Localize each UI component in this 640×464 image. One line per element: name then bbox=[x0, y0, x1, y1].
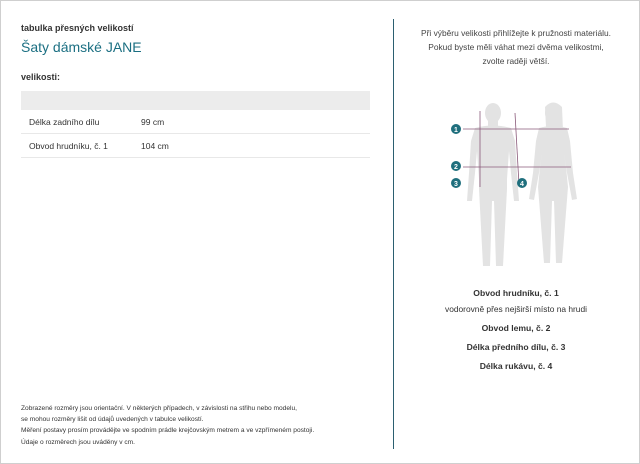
size-table bbox=[21, 91, 370, 158]
tip-line: Pokud byste měli váhat mezi dvěma velikostmi, bbox=[428, 42, 604, 52]
tip-line: zvolte raději větší. bbox=[482, 56, 550, 66]
footnote-line: se mohou rozměry lišit od údajů uvedených v tabulce velikostí. bbox=[21, 416, 204, 424]
size-chart-kicker: tabulka přesných velikostí bbox=[21, 23, 134, 33]
row-value: 99 cm bbox=[141, 110, 370, 134]
size-table-header-cell bbox=[21, 91, 370, 110]
body-measurement-figure bbox=[449, 101, 589, 276]
marker-1-label: 1 bbox=[454, 127, 458, 134]
column-divider bbox=[393, 19, 394, 449]
size-table-header-row bbox=[21, 91, 370, 110]
marker-2-label: 2 bbox=[454, 164, 458, 171]
measurement-chest-desc: vodorovně přes nejširší místo na hrudi bbox=[445, 304, 587, 314]
measurement-footnote bbox=[21, 403, 371, 448]
measurement-hem-title: Obvod lemu, č. 2 bbox=[481, 323, 551, 333]
body-silhouette-svg bbox=[449, 101, 589, 276]
male-silhouette bbox=[467, 103, 519, 266]
sizing-tip bbox=[407, 26, 625, 68]
footnote-line: Měření postavy prosím provádějte ve spodním prádle krejčovským metrem a ve vzpřímeném postoji. bbox=[21, 427, 315, 435]
marker-4-label: 4 bbox=[520, 181, 524, 188]
measurement-sleeve-title: Délka rukávu, č. 4 bbox=[479, 361, 553, 371]
product-title: Šaty dámské JANE bbox=[21, 39, 142, 55]
female-silhouette bbox=[529, 103, 577, 264]
row-label: Délka zadního dílu bbox=[21, 110, 141, 134]
measurement-chest-title: Obvod hrudníku, č. 1 bbox=[473, 288, 559, 298]
size-chart-header bbox=[21, 19, 371, 82]
sizes-label: velikosti: bbox=[21, 72, 61, 82]
row-value: 104 cm bbox=[141, 134, 370, 158]
tip-line: Při výběru velikosti přihlížejte k pružnosti materiálu. bbox=[421, 28, 611, 38]
measurement-front-length-title: Délka předního dílu, č. 3 bbox=[466, 342, 566, 352]
footnote-line: Údaje o rozměrech jsou uváděny v cm. bbox=[21, 438, 135, 446]
table-row bbox=[21, 134, 370, 158]
row-label: Obvod hrudníku, č. 1 bbox=[21, 134, 141, 158]
table-row bbox=[21, 110, 370, 134]
footnote-line: Zobrazené rozměry jsou orientační. V některých případech, v závislosti na střihu nebo modelu, bbox=[21, 405, 297, 412]
marker-3-label: 3 bbox=[454, 181, 458, 188]
